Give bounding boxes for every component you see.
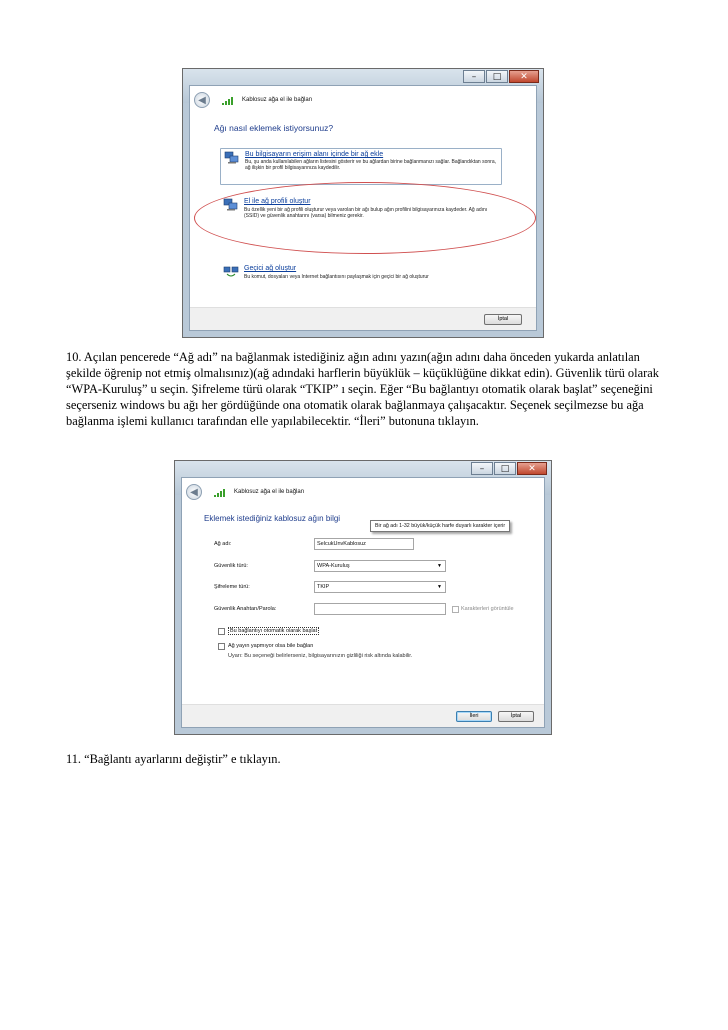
network-computers-icon bbox=[224, 151, 240, 165]
network-name-label: Ağ adı: bbox=[214, 541, 232, 547]
dropdown-arrow-icon: ▼ bbox=[437, 584, 442, 590]
encryption-type-select[interactable] bbox=[314, 581, 446, 593]
dialog-heading: Ağı nasıl eklemek istiyorsunuz? bbox=[214, 123, 334, 133]
encryption-type-label: Şifreleme türü: bbox=[214, 584, 250, 590]
dialog-nav-title: Kablosuz ağa el ile bağlan bbox=[242, 97, 313, 103]
network-name-input[interactable]: SelcukUnvKablosuz bbox=[314, 538, 414, 550]
connect-hidden-label: Ağ yayın yapmıyor olsa bile bağlan bbox=[228, 643, 314, 649]
dropdown-arrow-icon: ▼ bbox=[437, 563, 442, 569]
dialog-client-area bbox=[181, 477, 545, 728]
option-title: El ile ağ profili oluştur bbox=[244, 198, 311, 205]
minimize-icon[interactable]: – bbox=[471, 462, 493, 475]
auto-start-checkbox[interactable] bbox=[218, 628, 225, 635]
cancel-button[interactable]: İptal bbox=[484, 314, 522, 325]
security-key-input[interactable] bbox=[314, 603, 446, 615]
privacy-warning-text: Uyarı: Bu seçeneği belirlerseniz, bilgisayarınızın gizliliği risk altında kalabilir. bbox=[228, 653, 413, 659]
option-title: Bu bilgisayarın erişim alanı içinde bir ağ ekle bbox=[245, 151, 384, 158]
close-icon[interactable]: ✕ bbox=[517, 462, 547, 475]
dialog-client-area bbox=[189, 85, 537, 331]
minimize-icon[interactable]: – bbox=[463, 70, 485, 83]
network-name-tooltip: Bir ağ adı 1-32 büyük/küçük harfe duyarlı karakter içerir bbox=[370, 520, 510, 532]
dialog-footer bbox=[182, 704, 544, 727]
security-key-label: Güvenlik Anahtarı/Parola: bbox=[214, 606, 277, 612]
dialog-heading: Eklemek istediğiniz kablosuz ağın bilgi bbox=[204, 514, 341, 523]
instruction-paragraph-10 bbox=[66, 349, 666, 429]
wireless-network-icon bbox=[222, 96, 236, 105]
option-title: Geçici ağ oluştur bbox=[244, 265, 297, 272]
encryption-type-value: TKIP bbox=[317, 584, 330, 590]
adhoc-network-icon bbox=[223, 265, 239, 279]
security-type-label: Güvenlik türü: bbox=[214, 563, 248, 569]
maximize-icon[interactable]: □ bbox=[486, 70, 508, 83]
option-adhoc-network[interactable] bbox=[220, 264, 502, 294]
option-description: Bu komut, dosyaları veya Internet bağlantısını paylaşmak için geçici bir ağ oluşturur bbox=[244, 274, 429, 280]
auto-start-label: Bu bağlantıyı otomatik olarak başlat bbox=[230, 628, 318, 634]
show-characters-label: Karakterleri görüntüle bbox=[461, 606, 514, 612]
dialog-footer bbox=[190, 307, 536, 330]
highlight-ellipse bbox=[194, 182, 536, 254]
close-icon[interactable]: ✕ bbox=[509, 70, 539, 83]
dialog-nav-title: Kablosuz ağa el ile bağlan bbox=[234, 489, 305, 495]
next-button[interactable]: İleri bbox=[456, 711, 492, 722]
cancel-button[interactable]: İptal bbox=[498, 711, 534, 722]
instruction-paragraph-11 bbox=[66, 751, 666, 767]
security-type-value: WPA-Kuruluş bbox=[317, 563, 350, 569]
window-caption-buttons bbox=[470, 462, 547, 475]
option-add-network-in-range[interactable] bbox=[220, 148, 502, 185]
manual-connect-dialog-2 bbox=[174, 460, 552, 735]
instruction-text: 10. Açılan pencerede “Ağ adı” na bağlanmak istediğiniz ağın adını yazın(ağın adını daha önceden yukarda anlatılan şekilde öğrenip not etmiş olmalısınız)(ağ adındaki harflerin büyüklük – küçüklüğüne dikkat edin). Güvenlik türü olarak “WPA-Kuruluş” u seçin. Şifreleme türü olarak “TKIP” ı seçin. Eğer “Bu bağlantıyı otomatik olarak başlat” seçeneğini seçerseniz windows bu ağı her gördüğünde ona otomatik olarak bağlanmaya çalışacaktır. Seçenek seçilmezse bu ağa bağlanma işlemi kullanıcı tarafından elle yapılabilecektir. “İleri” butonuna tıklayın. bbox=[66, 350, 659, 428]
show-characters-checkbox[interactable] bbox=[452, 606, 459, 613]
dialog-nav-row bbox=[194, 90, 532, 110]
wireless-network-icon bbox=[214, 488, 228, 497]
option-description: Bu özellik yeni bir ağ profili oluşturur veya varolan bir ağı bulup ağın profilini bilgisayarınıza kaydeder. Ağ adını (SSID) ve güvenlik anahtarını (varsa) bilmeniz gerekir. bbox=[244, 207, 488, 220]
manual-connect-dialog-1 bbox=[182, 68, 544, 338]
dialog-nav-row bbox=[186, 482, 540, 502]
window-caption-buttons bbox=[462, 70, 539, 83]
option-description: Bu, şu anda kullanılabilen ağların listesini gösterir ve bu ağlardan birine bağlanmanızı sağlar. Bağlandıktan sonra, ağ ilişkin bir profil bilgisayarınıza kaydedilir. bbox=[245, 159, 496, 172]
maximize-icon[interactable]: □ bbox=[494, 462, 516, 475]
security-type-select[interactable] bbox=[314, 560, 446, 572]
back-arrow-icon[interactable]: ◀ bbox=[194, 92, 210, 108]
instruction-text: 11. “Bağlantı ayarlarını değiştir” e tıklayın. bbox=[66, 752, 281, 766]
back-arrow-icon[interactable]: ◀ bbox=[186, 484, 202, 500]
connect-hidden-checkbox[interactable] bbox=[218, 643, 225, 650]
